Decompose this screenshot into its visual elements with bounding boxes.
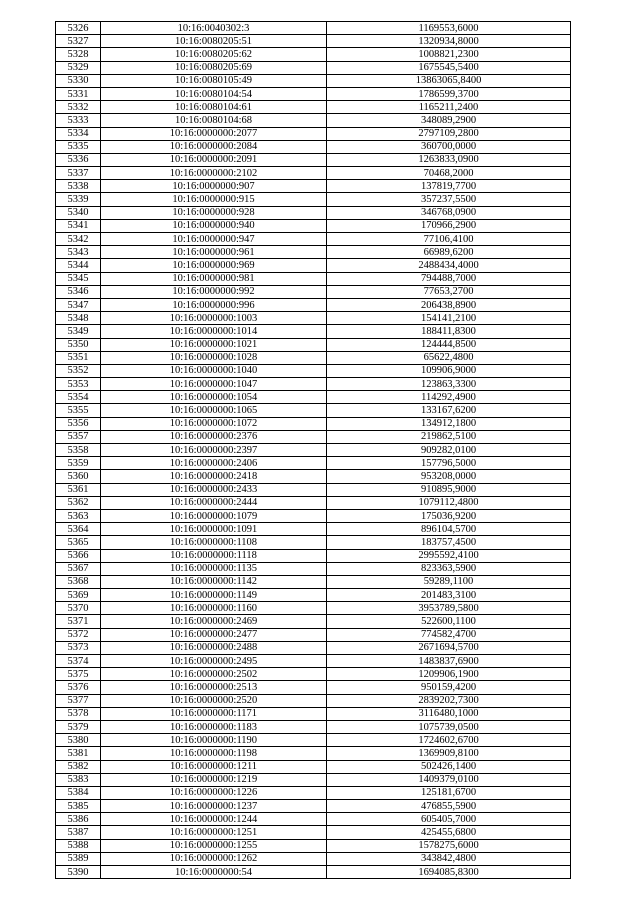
value-cell: 950159,4200 — [327, 681, 571, 694]
row-number-cell: 5350 — [56, 338, 101, 351]
value-cell: 2671694,5700 — [327, 641, 571, 654]
value-cell: 2839202,7300 — [327, 694, 571, 707]
table-row — [56, 668, 571, 681]
table-row — [56, 364, 571, 377]
cadastral-number-cell: 10:16:0000000:2091 — [101, 153, 327, 166]
table-row — [56, 325, 571, 338]
cadastral-number-cell: 10:16:0080205:69 — [101, 61, 327, 74]
cadastral-number-cell: 10:16:0000000:1091 — [101, 523, 327, 536]
table-row — [56, 35, 571, 48]
row-number-cell: 5373 — [56, 641, 101, 654]
cadastral-number-cell: 10:16:0000000:1198 — [101, 747, 327, 760]
row-number-cell: 5333 — [56, 114, 101, 127]
row-number-cell: 5384 — [56, 786, 101, 799]
row-number-cell: 5376 — [56, 681, 101, 694]
cadastral-number-cell: 10:16:0000000:1003 — [101, 312, 327, 325]
row-number-cell: 5345 — [56, 272, 101, 285]
cadastral-number-cell: 10:16:0000000:1142 — [101, 575, 327, 588]
table-row — [56, 74, 571, 87]
row-number-cell: 5351 — [56, 351, 101, 364]
row-number-cell: 5336 — [56, 153, 101, 166]
value-cell: 1694085,8300 — [327, 866, 571, 879]
table-row — [56, 180, 571, 193]
table-row — [56, 285, 571, 298]
table-row — [56, 707, 571, 720]
row-number-cell: 5378 — [56, 707, 101, 720]
table-row — [56, 866, 571, 879]
value-cell: 66989,6200 — [327, 246, 571, 259]
cadastral-number-cell: 10:16:0000000:1171 — [101, 707, 327, 720]
table-row — [56, 101, 571, 114]
cadastral-number-cell: 10:16:0080205:51 — [101, 35, 327, 48]
cadastral-number-cell: 10:16:0000000:915 — [101, 193, 327, 206]
value-cell: 823363,5900 — [327, 562, 571, 575]
row-number-cell: 5379 — [56, 720, 101, 733]
value-cell: 2797109,2800 — [327, 127, 571, 140]
cadastral-number-cell: 10:16:0000000:2406 — [101, 457, 327, 470]
cadastral-number-cell: 10:16:0000000:1160 — [101, 602, 327, 615]
value-cell: 1263833,0900 — [327, 153, 571, 166]
cadastral-number-cell: 10:16:0080104:61 — [101, 101, 327, 114]
row-number-cell: 5328 — [56, 48, 101, 61]
row-number-cell: 5358 — [56, 444, 101, 457]
cadastral-number-cell: 10:16:0000000:1072 — [101, 417, 327, 430]
value-cell: 3953789,5800 — [327, 602, 571, 615]
table-row — [56, 444, 571, 457]
table-row — [56, 562, 571, 575]
value-cell: 109906,9000 — [327, 364, 571, 377]
value-cell: 425455,6800 — [327, 826, 571, 839]
table-row — [56, 338, 571, 351]
table-row — [56, 298, 571, 311]
value-cell: 1320934,8000 — [327, 35, 571, 48]
value-cell: 77106,4100 — [327, 233, 571, 246]
row-number-cell: 5377 — [56, 694, 101, 707]
value-cell: 1786599,3700 — [327, 87, 571, 100]
value-cell: 1409379,0100 — [327, 773, 571, 786]
value-cell: 343842,4800 — [327, 852, 571, 865]
value-cell: 794488,7000 — [327, 272, 571, 285]
value-cell: 1209906,1900 — [327, 668, 571, 681]
row-number-cell: 5370 — [56, 602, 101, 615]
value-cell: 133167,6200 — [327, 404, 571, 417]
table-row — [56, 404, 571, 417]
row-number-cell: 5334 — [56, 127, 101, 140]
cadastral-number-cell: 10:16:0000000:1135 — [101, 562, 327, 575]
value-cell: 170966,2900 — [327, 219, 571, 232]
row-number-cell: 5347 — [56, 298, 101, 311]
value-cell: 59289,1100 — [327, 575, 571, 588]
row-number-cell: 5366 — [56, 549, 101, 562]
value-cell: 125181,6700 — [327, 786, 571, 799]
value-cell: 357237,5500 — [327, 193, 571, 206]
cadastral-number-cell: 10:16:0000000:996 — [101, 298, 327, 311]
value-cell: 774582,4700 — [327, 628, 571, 641]
table-row — [56, 852, 571, 865]
value-cell: 219862,5100 — [327, 430, 571, 443]
row-number-cell: 5371 — [56, 615, 101, 628]
value-cell: 13863065,8400 — [327, 74, 571, 87]
cadastral-number-cell: 10:16:0000000:947 — [101, 233, 327, 246]
row-number-cell: 5330 — [56, 74, 101, 87]
cadastral-number-cell: 10:16:0000000:2444 — [101, 496, 327, 509]
cadastral-number-cell: 10:16:0080105:49 — [101, 74, 327, 87]
table-row — [56, 206, 571, 219]
cadastral-number-cell: 10:16:0000000:1054 — [101, 391, 327, 404]
value-cell: 909282,0100 — [327, 444, 571, 457]
cadastral-number-cell: 10:16:0000000:1211 — [101, 760, 327, 773]
cadastral-number-cell: 10:16:0000000:2495 — [101, 655, 327, 668]
table-row — [56, 826, 571, 839]
value-cell: 1483837,6900 — [327, 655, 571, 668]
table-row — [56, 720, 571, 733]
cadastral-number-cell: 10:16:0000000:2433 — [101, 483, 327, 496]
table-row — [56, 760, 571, 773]
cadastral-number-cell: 10:16:0000000:992 — [101, 285, 327, 298]
table-row — [56, 219, 571, 232]
row-number-cell: 5361 — [56, 483, 101, 496]
cadastral-number-cell: 10:16:0000000:1219 — [101, 773, 327, 786]
table-row — [56, 641, 571, 654]
table-row — [56, 87, 571, 100]
table-row — [56, 233, 571, 246]
row-number-cell: 5372 — [56, 628, 101, 641]
value-cell: 1008821,2300 — [327, 48, 571, 61]
value-cell: 1075739,0500 — [327, 720, 571, 733]
row-number-cell: 5346 — [56, 285, 101, 298]
cadastral-number-cell: 10:16:0000000:1149 — [101, 589, 327, 602]
table-row — [56, 655, 571, 668]
table-row — [56, 127, 571, 140]
cadastral-number-cell: 10:16:0000000:2418 — [101, 470, 327, 483]
cadastral-number-cell: 10:16:0000000:2477 — [101, 628, 327, 641]
cadastral-number-cell: 10:16:0000000:1226 — [101, 786, 327, 799]
cadastral-number-cell: 10:16:0000000:1190 — [101, 734, 327, 747]
cadastral-number-cell: 10:16:0000000:1183 — [101, 720, 327, 733]
value-cell: 65622,4800 — [327, 351, 571, 364]
row-number-cell: 5335 — [56, 140, 101, 153]
row-number-cell: 5329 — [56, 61, 101, 74]
value-cell: 953208,0000 — [327, 470, 571, 483]
value-cell: 605405,7000 — [327, 813, 571, 826]
value-cell: 175036,9200 — [327, 509, 571, 522]
row-number-cell: 5338 — [56, 180, 101, 193]
value-cell: 346768,0900 — [327, 206, 571, 219]
row-number-cell: 5343 — [56, 246, 101, 259]
value-cell: 1079112,4800 — [327, 496, 571, 509]
value-cell: 1578275,6000 — [327, 839, 571, 852]
value-cell: 77653,2700 — [327, 285, 571, 298]
value-cell: 201483,3100 — [327, 589, 571, 602]
table-row — [56, 536, 571, 549]
table-row — [56, 378, 571, 391]
row-number-cell: 5360 — [56, 470, 101, 483]
row-number-cell: 5341 — [56, 219, 101, 232]
cadastral-number-cell: 10:16:0000000:2077 — [101, 127, 327, 140]
row-number-cell: 5355 — [56, 404, 101, 417]
row-number-cell: 5390 — [56, 866, 101, 879]
cadastral-number-cell: 10:16:0000000:1108 — [101, 536, 327, 549]
table-row — [56, 602, 571, 615]
table-row — [56, 430, 571, 443]
table-row — [56, 48, 571, 61]
row-number-cell: 5331 — [56, 87, 101, 100]
cadastral-number-cell: 10:16:0000000:940 — [101, 219, 327, 232]
row-number-cell: 5388 — [56, 839, 101, 852]
cadastral-number-cell: 10:16:0000000:1251 — [101, 826, 327, 839]
table-row — [56, 523, 571, 536]
value-cell: 70468,2000 — [327, 167, 571, 180]
table-row — [56, 734, 571, 747]
row-number-cell: 5367 — [56, 562, 101, 575]
table-row — [56, 773, 571, 786]
table-row — [56, 575, 571, 588]
table-row — [56, 747, 571, 760]
cadastral-number-cell: 10:16:0000000:2084 — [101, 140, 327, 153]
cadastral-number-cell: 10:16:0000000:54 — [101, 866, 327, 879]
cadastral-number-cell: 10:16:0000000:1118 — [101, 549, 327, 562]
row-number-cell: 5389 — [56, 852, 101, 865]
row-number-cell: 5359 — [56, 457, 101, 470]
table-row — [56, 694, 571, 707]
row-number-cell: 5369 — [56, 589, 101, 602]
row-number-cell: 5368 — [56, 575, 101, 588]
row-number-cell: 5337 — [56, 167, 101, 180]
value-cell: 2995592,4100 — [327, 549, 571, 562]
table-row — [56, 114, 571, 127]
row-number-cell: 5353 — [56, 378, 101, 391]
value-cell: 137819,7700 — [327, 180, 571, 193]
value-cell: 114292,4900 — [327, 391, 571, 404]
cadastral-number-cell: 10:16:0000000:1028 — [101, 351, 327, 364]
table-body — [56, 22, 571, 879]
value-cell: 522600,1100 — [327, 615, 571, 628]
row-number-cell: 5349 — [56, 325, 101, 338]
cadastral-number-cell: 10:16:0000000:1021 — [101, 338, 327, 351]
table-row — [56, 351, 571, 364]
cadastral-number-cell: 10:16:0080104:54 — [101, 87, 327, 100]
cadastral-number-cell: 10:16:0000000:1040 — [101, 364, 327, 377]
cadastral-number-cell: 10:16:0000000:2102 — [101, 167, 327, 180]
value-cell: 360700,0000 — [327, 140, 571, 153]
table-row — [56, 470, 571, 483]
table-row — [56, 589, 571, 602]
table-row — [56, 391, 571, 404]
table-row — [56, 483, 571, 496]
row-number-cell: 5342 — [56, 233, 101, 246]
value-cell: 910895,9000 — [327, 483, 571, 496]
row-number-cell: 5327 — [56, 35, 101, 48]
table-row — [56, 61, 571, 74]
row-number-cell: 5362 — [56, 496, 101, 509]
data-table — [55, 21, 571, 879]
row-number-cell: 5363 — [56, 509, 101, 522]
value-cell: 896104,5700 — [327, 523, 571, 536]
cadastral-number-cell: 10:16:0000000:1262 — [101, 852, 327, 865]
cadastral-number-cell: 10:16:0000000:1237 — [101, 800, 327, 813]
value-cell: 1165211,2400 — [327, 101, 571, 114]
table-row — [56, 167, 571, 180]
row-number-cell: 5354 — [56, 391, 101, 404]
table-row — [56, 417, 571, 430]
value-cell: 2488434,4000 — [327, 259, 571, 272]
row-number-cell: 5386 — [56, 813, 101, 826]
row-number-cell: 5332 — [56, 101, 101, 114]
cadastral-number-cell: 10:16:0000000:1065 — [101, 404, 327, 417]
value-cell: 154141,2100 — [327, 312, 571, 325]
value-cell: 124444,8500 — [327, 338, 571, 351]
row-number-cell: 5382 — [56, 760, 101, 773]
cadastral-number-cell: 10:16:0000000:1047 — [101, 378, 327, 391]
value-cell: 1724602,6700 — [327, 734, 571, 747]
table-row — [56, 193, 571, 206]
row-number-cell: 5374 — [56, 655, 101, 668]
table-row — [56, 786, 571, 799]
table-row — [56, 312, 571, 325]
value-cell: 188411,8300 — [327, 325, 571, 338]
cadastral-number-cell: 10:16:0080104:68 — [101, 114, 327, 127]
row-number-cell: 5348 — [56, 312, 101, 325]
value-cell: 134912,1800 — [327, 417, 571, 430]
table-row — [56, 457, 571, 470]
cadastral-number-cell: 10:16:0000000:981 — [101, 272, 327, 285]
row-number-cell: 5381 — [56, 747, 101, 760]
cadastral-number-cell: 10:16:0000000:961 — [101, 246, 327, 259]
row-number-cell: 5365 — [56, 536, 101, 549]
cadastral-number-cell: 10:16:0000000:928 — [101, 206, 327, 219]
table-row — [56, 272, 571, 285]
table-row — [56, 509, 571, 522]
row-number-cell: 5356 — [56, 417, 101, 430]
row-number-cell: 5352 — [56, 364, 101, 377]
table-row — [56, 813, 571, 826]
value-cell: 1675545,5400 — [327, 61, 571, 74]
value-cell: 502426,1400 — [327, 760, 571, 773]
cadastral-number-cell: 10:16:0040302:3 — [101, 22, 327, 35]
row-number-cell: 5385 — [56, 800, 101, 813]
row-number-cell: 5339 — [56, 193, 101, 206]
table-row — [56, 800, 571, 813]
row-number-cell: 5364 — [56, 523, 101, 536]
table-row — [56, 628, 571, 641]
cadastral-number-cell: 10:16:0000000:2520 — [101, 694, 327, 707]
table-row — [56, 153, 571, 166]
cadastral-number-cell: 10:16:0000000:2376 — [101, 430, 327, 443]
table-row — [56, 839, 571, 852]
cadastral-number-cell: 10:16:0000000:1244 — [101, 813, 327, 826]
row-number-cell: 5387 — [56, 826, 101, 839]
row-number-cell: 5383 — [56, 773, 101, 786]
value-cell: 157796,5000 — [327, 457, 571, 470]
cadastral-number-cell: 10:16:0000000:969 — [101, 259, 327, 272]
row-number-cell: 5375 — [56, 668, 101, 681]
cadastral-number-cell: 10:16:0000000:1255 — [101, 839, 327, 852]
value-cell: 476855,5900 — [327, 800, 571, 813]
table-row — [56, 140, 571, 153]
row-number-cell: 5357 — [56, 430, 101, 443]
table-row — [56, 496, 571, 509]
value-cell: 1169553,6000 — [327, 22, 571, 35]
table-row — [56, 246, 571, 259]
value-cell: 348089,2900 — [327, 114, 571, 127]
cadastral-number-cell: 10:16:0000000:907 — [101, 180, 327, 193]
table-row — [56, 22, 571, 35]
cadastral-number-cell: 10:16:0080205:62 — [101, 48, 327, 61]
table-row — [56, 259, 571, 272]
cadastral-number-cell: 10:16:0000000:2513 — [101, 681, 327, 694]
cadastral-number-cell: 10:16:0000000:2488 — [101, 641, 327, 654]
value-cell: 3116480,1000 — [327, 707, 571, 720]
value-cell: 183757,4500 — [327, 536, 571, 549]
table-row — [56, 615, 571, 628]
cadastral-number-cell: 10:16:0000000:2397 — [101, 444, 327, 457]
table-row — [56, 549, 571, 562]
cadastral-number-cell: 10:16:0000000:1014 — [101, 325, 327, 338]
value-cell: 1369909,8100 — [327, 747, 571, 760]
table-row — [56, 681, 571, 694]
cadastral-number-cell: 10:16:0000000:2469 — [101, 615, 327, 628]
row-number-cell: 5340 — [56, 206, 101, 219]
value-cell: 206438,8900 — [327, 298, 571, 311]
cadastral-number-cell: 10:16:0000000:1079 — [101, 509, 327, 522]
row-number-cell: 5380 — [56, 734, 101, 747]
row-number-cell: 5344 — [56, 259, 101, 272]
row-number-cell: 5326 — [56, 22, 101, 35]
value-cell: 123863,3300 — [327, 378, 571, 391]
cadastral-number-cell: 10:16:0000000:2502 — [101, 668, 327, 681]
